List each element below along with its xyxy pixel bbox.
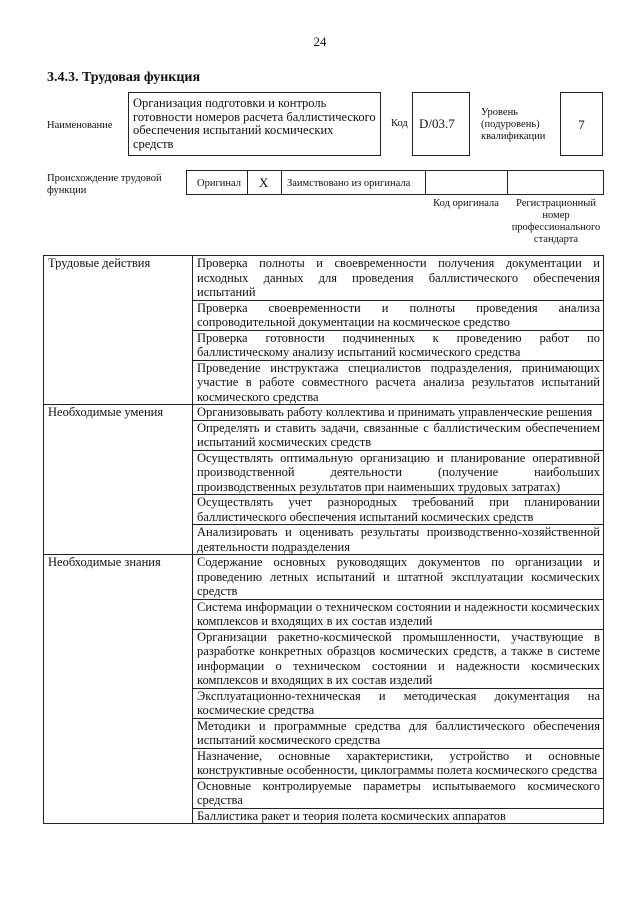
table-row	[44, 555, 604, 600]
item-cell: Анализировать и оценивать результаты производственно-хозяйственной деятельности подразделения	[193, 525, 604, 555]
item-cell: Баллистика ракет и теория полета космических аппаратов	[193, 808, 604, 824]
table-row	[44, 256, 604, 301]
name-label: Наименование	[47, 120, 113, 131]
code-original-label: Код оригинала	[433, 198, 499, 209]
category-cell: Необходимые умения	[44, 405, 193, 555]
section-title: 3.4.3. Трудовая функция	[47, 70, 201, 85]
level-box	[560, 92, 603, 156]
divider	[281, 171, 282, 194]
item-cell: Эксплуатационно-техническая и методическая документация на космические средства	[193, 688, 604, 718]
item-cell: Проведение инструктажа специалистов подразделения, принимающих участие в работе совместного расчета анализа результатов испытаний космического средства	[193, 360, 604, 405]
item-cell: Основные контролируемые параметры испытываемого космического средства	[193, 778, 604, 808]
category-cell: Необходимые знания	[44, 555, 193, 824]
competency-table	[43, 255, 604, 824]
code-label: Код	[391, 118, 408, 129]
level-label: Уровень (подуровень) квалификации	[481, 107, 546, 142]
original-mark: X	[259, 175, 269, 190]
item-cell: Методики и программные средства для баллистического обеспечения испытаний космического средства	[193, 718, 604, 748]
page-number: 24	[313, 34, 327, 49]
borrowed-label: Заимствовано из оригинала	[287, 178, 411, 189]
origin-label: Происхождение трудовой функции	[47, 173, 162, 196]
divider	[425, 171, 426, 194]
item-cell: Проверка готовности подчиненных к проведению работ по баллистическому анализу испытаний космического средства	[193, 330, 604, 360]
reg-number-label: Регистрационный номер профессионального стандарта	[511, 198, 601, 245]
table-row	[44, 405, 604, 421]
item-cell: Назначение, основные характеристики, устройство и основные конструктивные особенности, циклограммы полета космического средства	[193, 748, 604, 778]
name-value: Организация подготовки и контроль готовности номеров расчета баллистического обеспечения испытаний космических средств	[133, 96, 376, 151]
origin-box	[186, 170, 604, 195]
item-cell: Проверка своевременности и полноты проведения анализа сопроводительной документации на космическое средство	[193, 300, 604, 330]
item-cell: Определять и ставить задачи, связанные с баллистическим обеспечением испытаний космических средств	[193, 420, 604, 450]
item-cell: Осуществлять оптимальную организацию и планирование оперативной производственной деятельности (получение наибольших производственных результатов при наименьших трудовых затратах)	[193, 450, 604, 495]
item-cell: Осуществлять учет разнородных требований при планировании баллистического обеспечения испытаний космических средств	[193, 495, 604, 525]
item-cell: Организовывать работу коллектива и принимать управленческие решения	[193, 405, 604, 421]
level-value: 7	[578, 117, 585, 132]
item-cell: Организации ракетно-космической промышленности, участвующие в разработке конкретных образцов космических средств, а также в системе информации о техническом состоянии и надежности космических комплексов и входящих в их состав изделий	[193, 629, 604, 688]
name-box	[128, 92, 381, 156]
code-value: D/03.7	[419, 116, 455, 131]
category-cell: Трудовые действия	[44, 256, 193, 405]
divider	[507, 171, 508, 194]
item-cell: Содержание основных руководящих документов по организации и проведению летных испытаний и штатной эксплуатации космических средств	[193, 555, 604, 600]
divider	[247, 171, 248, 194]
item-cell: Система информации о техническом состоянии и надежности космических комплексов и входящих в их состав изделий	[193, 599, 604, 629]
original-label: Оригинал	[197, 178, 241, 189]
item-cell: Проверка полноты и своевременности получения документации и исходных данных для проведения баллистического обеспечения испытаний	[193, 256, 604, 301]
code-box	[412, 92, 470, 156]
